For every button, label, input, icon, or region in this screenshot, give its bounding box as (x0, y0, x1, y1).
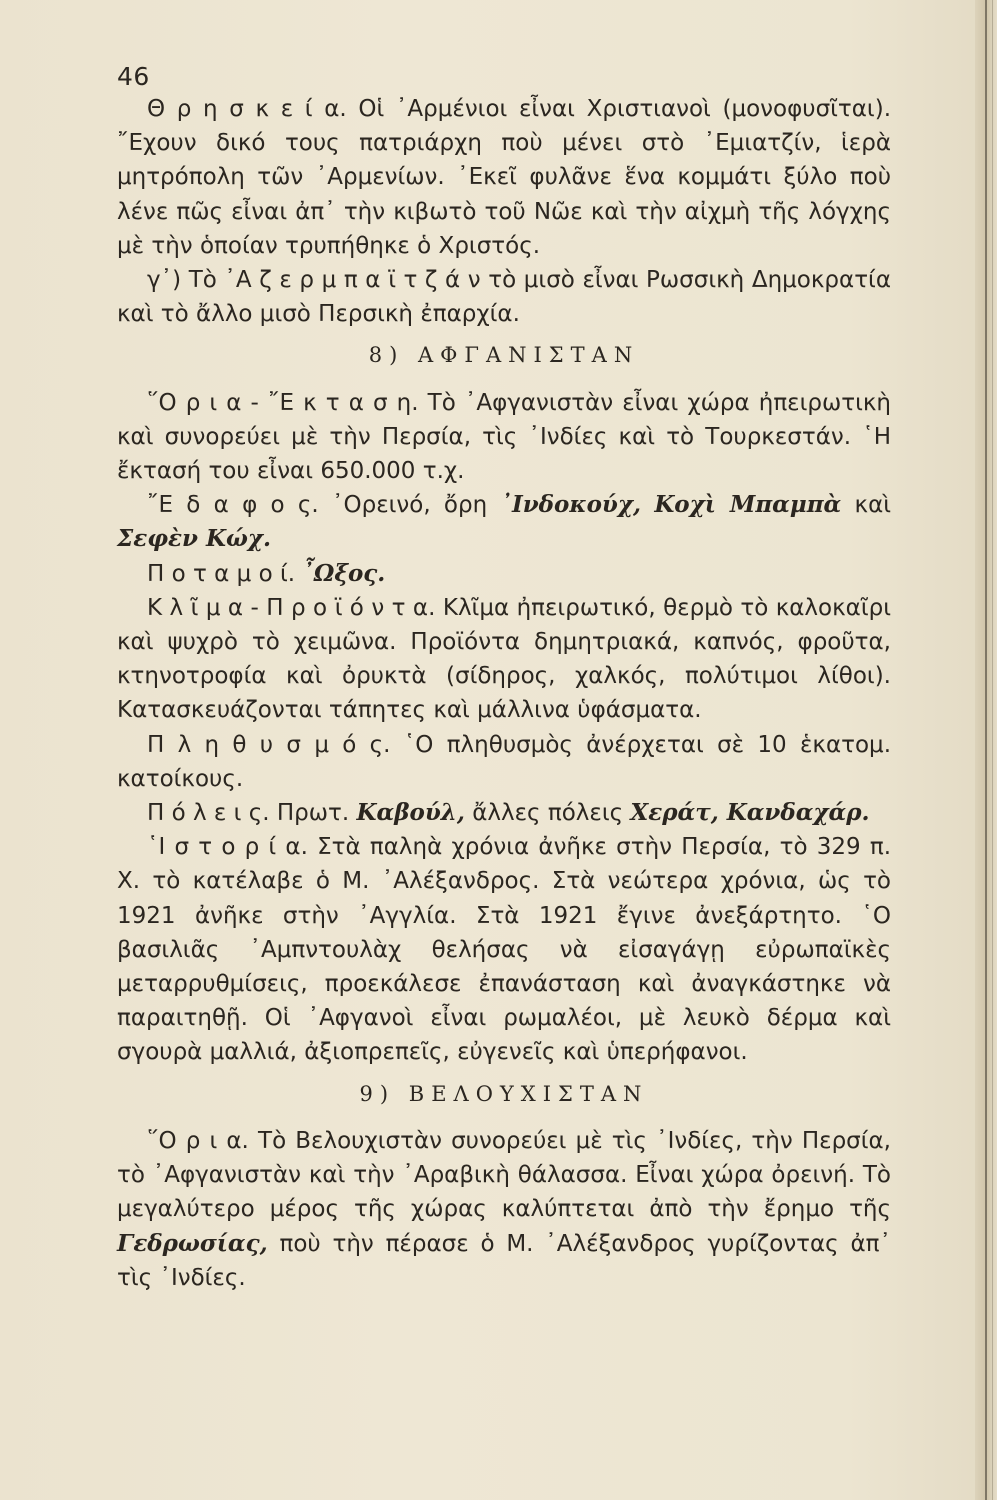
terrain-and: καὶ (854, 492, 892, 519)
baluchistan-borders-text-end: ποὺ τὴν πέρασε ὁ Μ. ᾿Αλέξανδρος γυρίζοντας ἀπ᾿ τὶς ᾿Ινδίες. (117, 1230, 891, 1291)
azerbaijan-paragraph (117, 263, 891, 331)
afghanistan-rivers-paragraph (117, 557, 891, 591)
azerbaijan-text: τὸ μισὸ εἶναι Ρωσσικὴ Δημοκρατία καὶ τὸ ἄλλο μισὸ Περσικὴ ἐπαρχία. (117, 267, 891, 328)
page-text (117, 92, 891, 1295)
afghanistan-population-label: Π λ η θ υ σ μ ό ς. (147, 731, 391, 758)
baluchistan-borders-text: Τὸ Βελουχιστὰν συνορεύει μὲ τὶς ᾿Ινδίες, τὴν Περσία, τὸ ᾿Αφγανιστὰν καὶ τὴν ᾿Αραβικὴ θάλασσα. Εἶναι χώρα ὀρεινή. Τὸ μεγαλύτερο μέρος τῆς χώρας καλύπτεται ἀπὸ τὴν ἔρημο τῆς (117, 1127, 891, 1223)
afghanistan-terrain-label: ῎Ε δ α φ ο ς. (147, 492, 319, 519)
other-cities: Χεράτ, Κανδαχάρ. (630, 799, 870, 827)
baluchistan-borders-label: ῞Ο ρ ι α. (147, 1127, 249, 1154)
mountain-hindu-kush: ᾿Ινδοκούχ, (500, 491, 642, 519)
afghanistan-heading: 8) ΑΦΓΑΝΙΣΤΑΝ (368, 343, 640, 368)
afghanistan-population-text: ῾Ο πληθυσμὸς ἀνέρχεται σὲ 10 ἑκατομ. κατοίκους. (117, 731, 892, 792)
azerbaijan-prefix: γ᾿) Τὸ (147, 267, 217, 294)
page-edge-line-thin (992, 0, 993, 1500)
capital-kabul: Καβούλ, (356, 799, 465, 827)
afghanistan-borders-paragraph (117, 386, 891, 489)
page-edge-line (985, 0, 987, 1500)
afghanistan-cities-paragraph (117, 796, 891, 830)
afghanistan-history-text: Στὰ παληὰ χρόνια ἀνῆκε στὴν Περσία, τὸ 329 π. Χ. τὸ κατέλαβε ὁ Μ. ᾿Αλέξανδρος. Στὰ νεώτερα χρόνια, ὡς τὸ 1921 ἀνῆκε στὴν ᾿Αγγλία. Στὰ 1921 ἔγινε ἀνεξάρτητο. ῾Ο βασιλιᾶς ᾿Αμπντουλὰχ θελήσας νὰ εἰσαγάγῃ εὐρωπαϊκὲς μεταρρυθμίσεις, προεκάλεσε ἐπανάσταση καὶ ἀναγκάστηκε νὰ παραιτηθῇ. Οἱ ᾿Αφγανοὶ εἶναι ρωμαλέοι, μὲ λευκὸ δέρμα καὶ σγουρὰ μαλλιά, ἀξιοπρεπεῖς, εὐγενεῖς καὶ ὑπερήφανοι. (117, 834, 892, 1066)
baluchistan-borders-paragraph (117, 1124, 891, 1295)
baluchistan-heading: 9) ΒΕΛΟΥΧΙΣΤΑΝ (359, 1081, 649, 1106)
afghanistan-terrain-text: ᾿Ορεινό, ὄρη (331, 492, 488, 519)
mountain-safed-koh: Σεφὲν Κώχ. (117, 525, 272, 553)
religion-text: Οἱ ᾿Αρμένιοι εἶναι Χριστιανοὶ (μονοφυσῖται). ῎Εχουν δικό τους πατριάρχη ποὺ μένει στὸ ᾿Εμιατζίν, ἱερὰ μητρόπολη τῶν ᾿Αρμενίων. ᾿Εκεῖ φυλᾶνε ἕνα κομμάτι ξύλο ποὺ λένε πῶς εἶναι ἀπ᾿ τὴν κιβωτὸ τοῦ Νῶε καὶ τὴν αἰχμὴ τῆς λόγχης μὲ τὴν ὁποίαν τρυπήθηκε ὁ Χριστός. (117, 96, 892, 259)
religion-paragraph (117, 92, 891, 263)
afghanistan-history-paragraph (117, 830, 891, 1069)
mountain-koh-i-baba: Κοχὶ Μπαμπὰ (654, 491, 842, 519)
other-cities-prefix: ἄλλες πόλεις (472, 800, 624, 827)
afghanistan-terrain-paragraph (117, 488, 891, 556)
afghanistan-population-paragraph (117, 728, 891, 796)
afghanistan-climate-label: Κ λ ῖ μ α - Π ρ ο ϊ ό ν τ α. (147, 594, 436, 621)
afghanistan-borders-text: Τὸ ᾿Αφγανιστὰν εἶναι χώρα ἠπειρωτικὴ καὶ συνορεύει μὲ τὴν Περσία, τὶς ᾿Ινδίες καὶ τὸ Τουρκεστάν. ῾Η ἔκτασή του εἶναι 650.000 τ.χ. (117, 389, 892, 485)
page-number: 46 (117, 62, 150, 91)
afghanistan-borders-label: ῞Ο ρ ι α - ῎Ε κ τ α σ η. (147, 389, 419, 416)
afghanistan-climate-text: Κλῖμα ἠπειρωτικό, θερμὸ τὸ καλοκαῖρι καὶ ψυχρὸ τὸ χειμῶνα. Προϊόντα δημητριακά, καπνός, φροῦτα, κτηνοτροφία καὶ ὀρυκτὰ (σίδηρος, χαλκός, πολύτιμοι λίθοι). Κατασκευάζονται τάπητες καὶ μάλλινα ὑφάσματα. (117, 594, 892, 724)
afghanistan-cities-label: Π ό λ ε ι ς. (147, 800, 270, 827)
desert-gedrosia: Γεδρωσίας, (117, 1229, 268, 1257)
afghanistan-climate-paragraph (117, 591, 891, 728)
capital-prefix: Πρωτ. (276, 800, 350, 827)
afghanistan-rivers-label: Π ο τ α μ ο ί. (147, 560, 296, 587)
religion-label: Θ ρ η σ κ ε ί α. (147, 96, 347, 122)
afghanistan-history-label: ῾Ι σ τ ο ρ ί α. (147, 834, 308, 861)
azerbaijan-name: ᾿Α ζ ε ρ μ π α ϊ τ ζ ά ν (224, 267, 481, 294)
river-oxus: ῏Ωξος. (302, 559, 386, 587)
